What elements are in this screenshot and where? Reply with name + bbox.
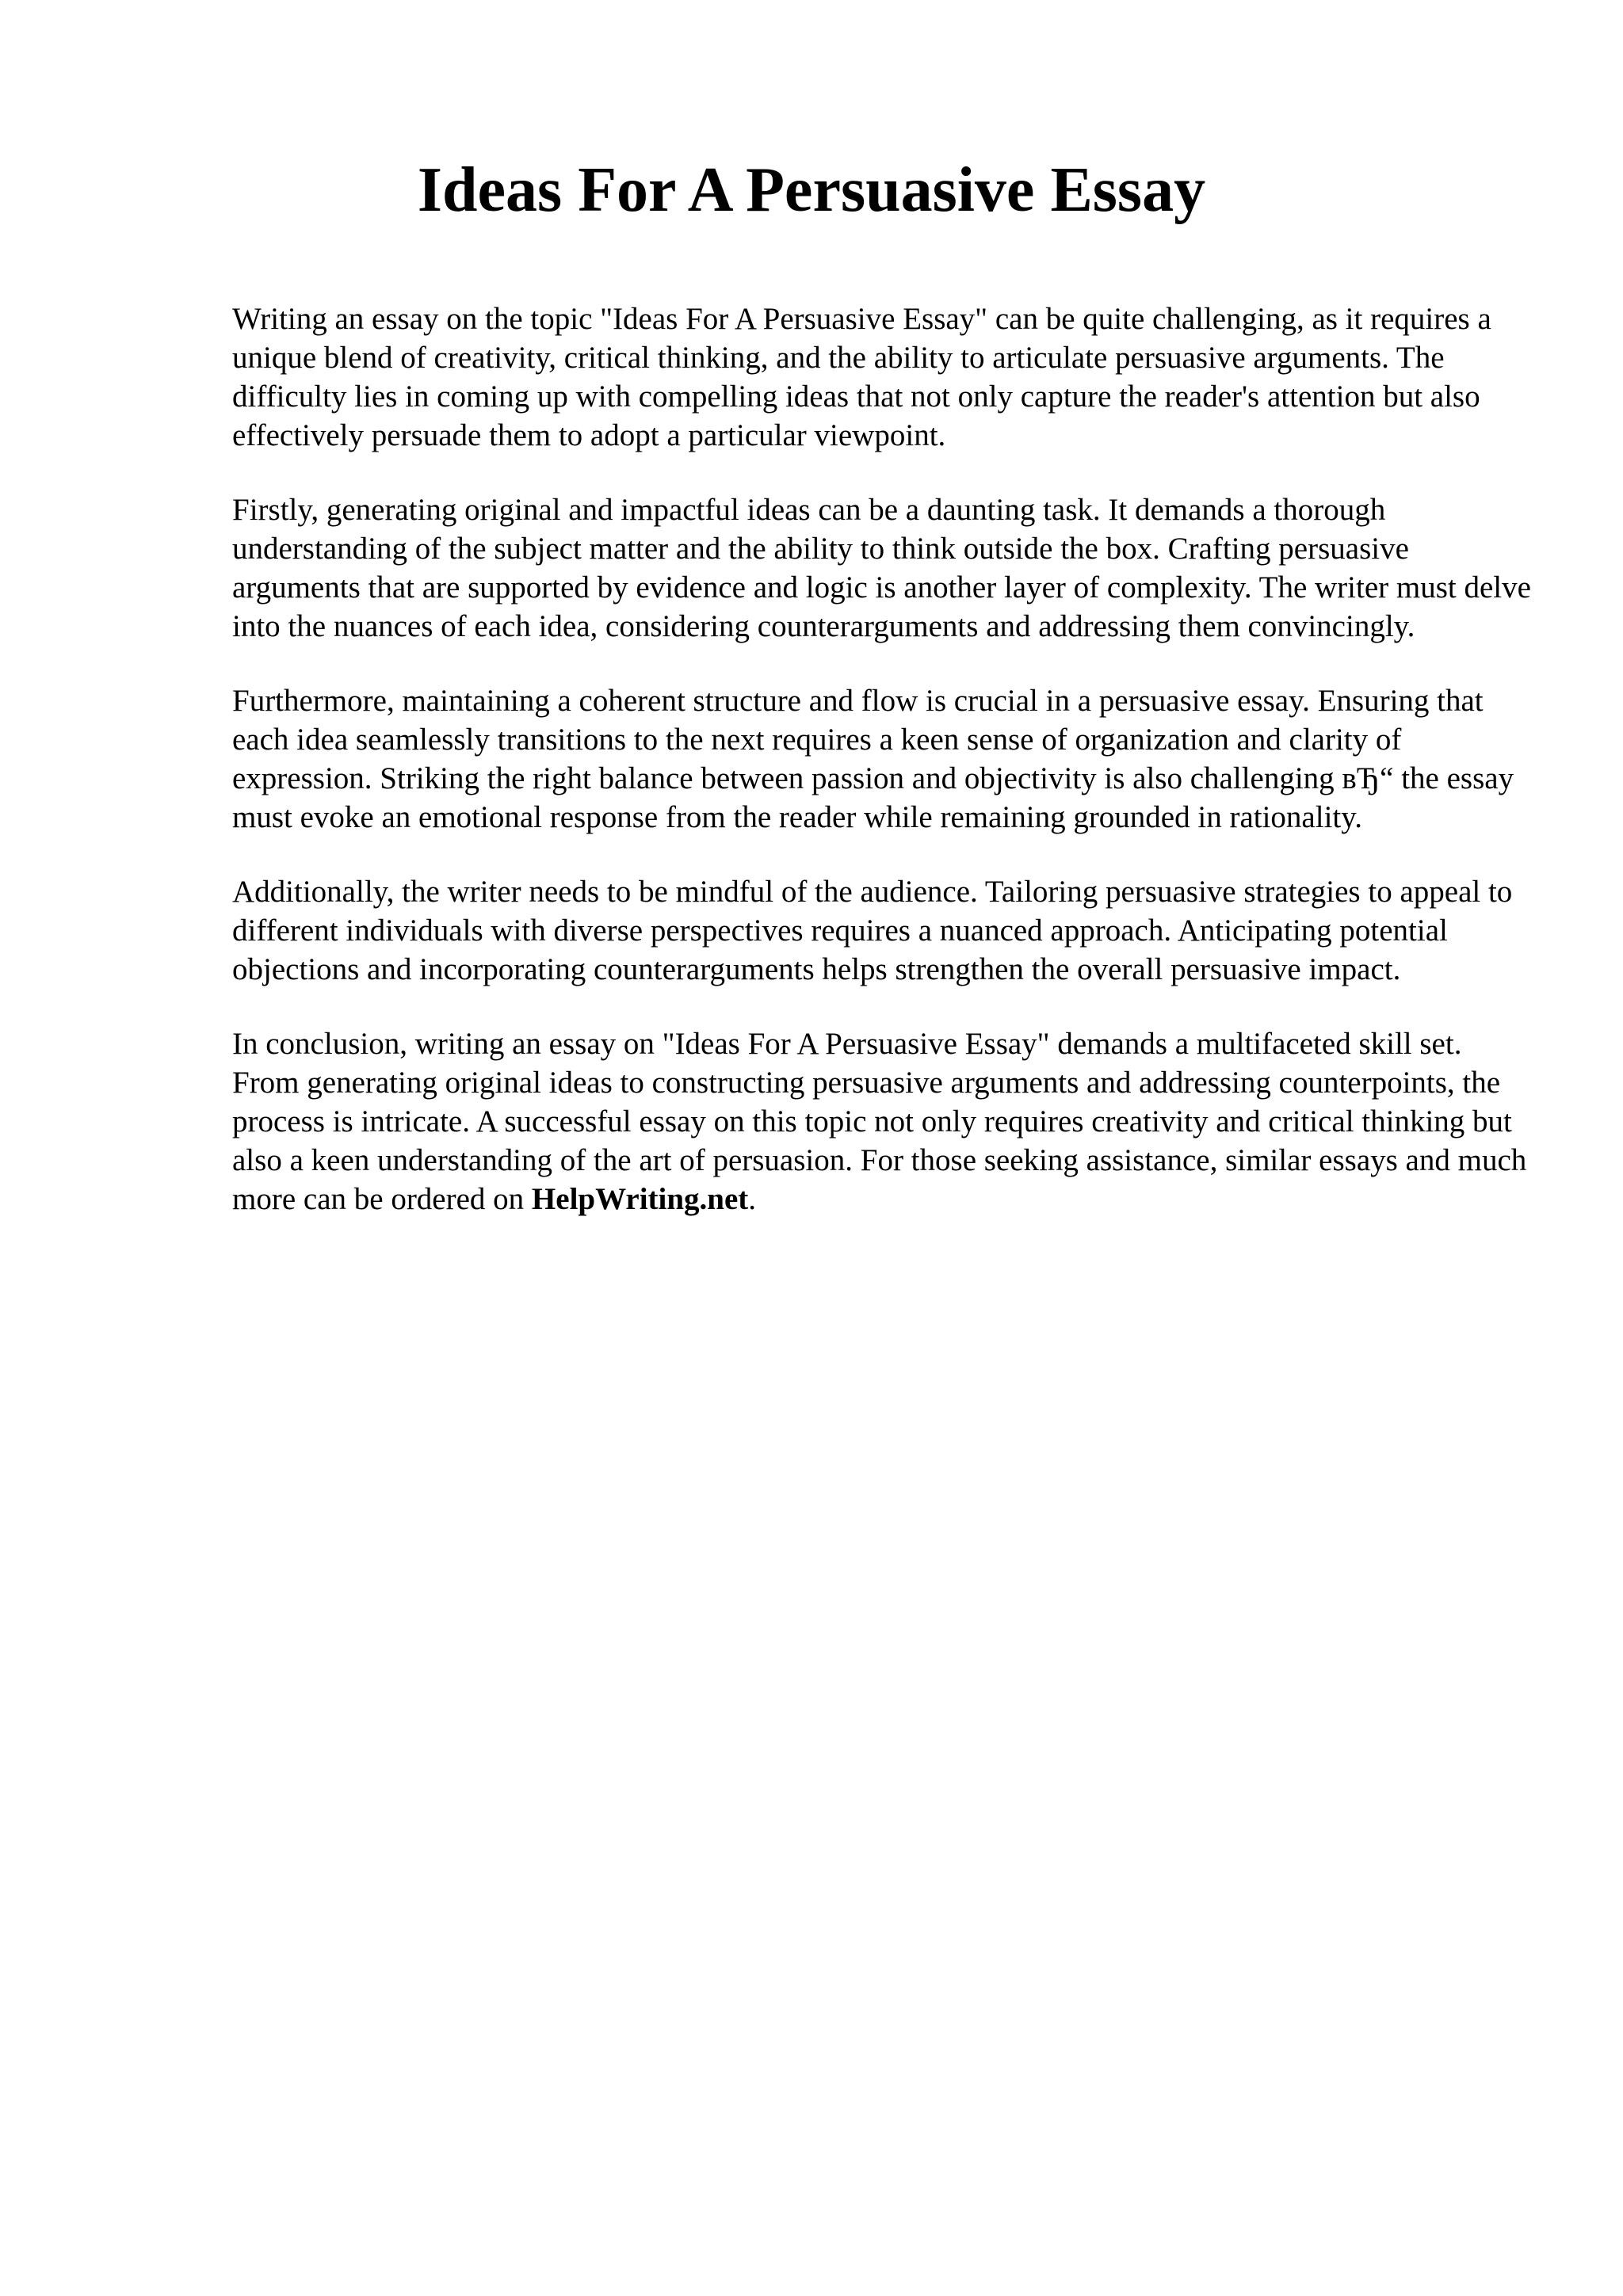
paragraph-additionally: Additionally, the writer needs to be mindful of the audience. Tailoring persuasive strategies to appeal to different individuals with diverse perspectives requires a nuanced approach. Anticipating potential objections and incorporating counterarguments helps strengthen the overall persuasive impact.	[232, 875, 1513, 986]
essay-body	[232, 299, 1532, 1219]
brand-name: HelpWriting.net	[531, 1182, 749, 1216]
paragraph-furthermore: Furthermore, maintaining a coherent structure and flow is crucial in a persuasive essay. Ensuring that each idea seamlessly transitions to the next requires a keen sense of organization and clarity of expression. Striking the right balance between passion and objectivity is also challenging вЂ“ the essay must evoke an emotional response from the reader while remaining grounded in rationality.	[232, 684, 1514, 834]
conclusion-end: .	[748, 1182, 757, 1216]
page-title: Ideas For A Persuasive Essay	[417, 155, 1206, 225]
paragraph-intro: Writing an essay on the topic "Ideas For A Persuasive Essay" can be quite challenging, as it requires a unique blend of creativity, critical thinking, and the ability to articulate persuasive arguments. The difficulty lies in coming up with compelling ideas that not only capture the reader's attention but also effectively persuade them to adopt a particular viewpoint.	[232, 302, 1491, 452]
paragraph-firstly: Firstly, generating original and impactful ideas can be a daunting task. It demands a thorough understanding of the subject matter and the ability to think outside the box. Crafting persuasive arguments that are supported by evidence and logic is another layer of complexity. The writer must delve into the nuances of each idea, considering counterarguments and addressing them convincingly.	[232, 493, 1531, 643]
paragraph-conclusion	[232, 1024, 1532, 1219]
conclusion-text: In conclusion, writing an essay on "Ideas For A Persuasive Essay" demands a multifaceted skill set. From generating original ideas to constructing persuasive arguments and addressing counterpoints, the process is intricate. A successful essay on this topic not only requires creativity and critical thinking but also a keen understanding of the art of persuasion. For those seeking assistance, similar essays and much more can be ordered on	[232, 1027, 1527, 1216]
